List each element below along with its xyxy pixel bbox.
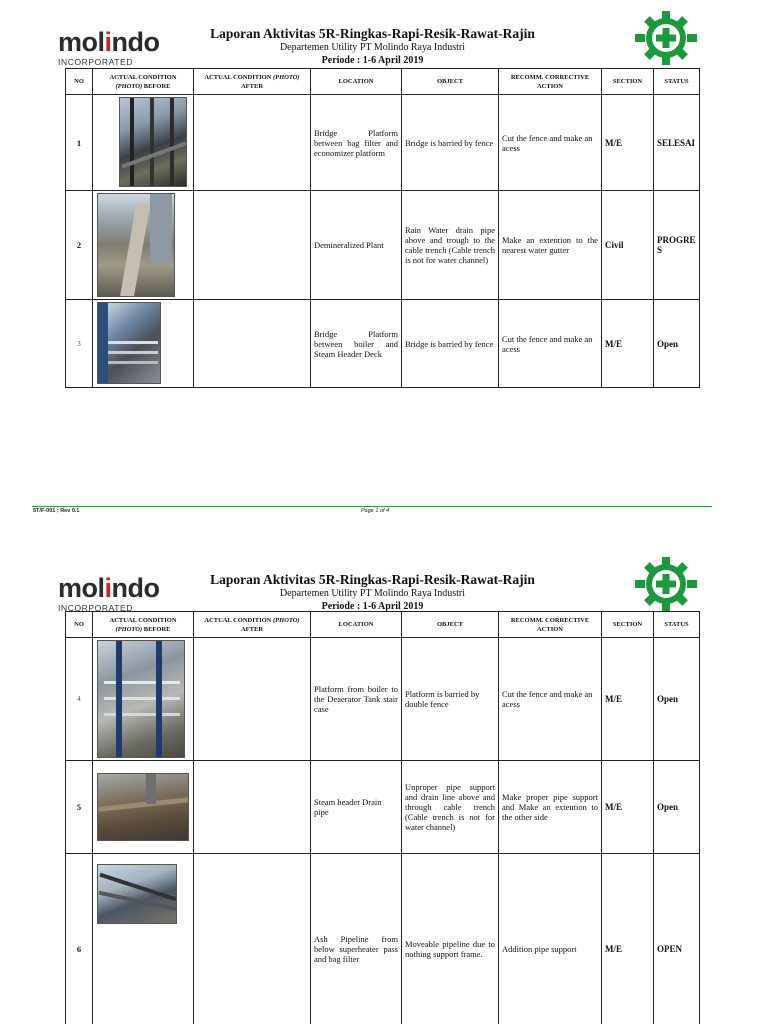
row-number: 4 bbox=[66, 638, 93, 761]
row-number: 1 bbox=[66, 95, 93, 191]
table-row bbox=[66, 854, 700, 1024]
col-header-location: LOCATION bbox=[311, 69, 402, 95]
after-photo-cell bbox=[194, 638, 311, 761]
col-header-after: ACTUAL CONDITION (PHOTO) AFTER bbox=[194, 69, 311, 95]
before-photo bbox=[97, 864, 177, 924]
row-number: 3 bbox=[66, 300, 93, 388]
logo-wordmark: molindo bbox=[58, 573, 160, 603]
object-cell: Moveable pipeline due to nothing support frame. bbox=[402, 854, 499, 1024]
report-department: Departemen Utility PT Molindo Raya Industri bbox=[279, 588, 466, 599]
action-cell: Addition pipe support bbox=[499, 854, 602, 1024]
gear-cross-icon bbox=[632, 10, 700, 66]
footer-page-number: Page 1 of 4 bbox=[361, 508, 390, 514]
section-cell: M/E bbox=[602, 761, 654, 854]
after-photo-cell bbox=[194, 95, 311, 191]
status-cell: PROGRES bbox=[654, 191, 700, 300]
object-cell: Rain Water drain pipe above and trough to the cable trench (Cable trench is not for water channel) bbox=[402, 191, 499, 300]
col-header-section: SECTION bbox=[602, 69, 654, 95]
status-cell: Open bbox=[654, 761, 700, 854]
before-photo bbox=[97, 302, 161, 384]
status-cell: Open bbox=[654, 638, 700, 761]
gear-cross-icon bbox=[632, 556, 700, 612]
report-period: Periode : 1-6 April 2019 bbox=[321, 601, 424, 612]
location-cell: Bridge Platform between boiler and Steam Header Deck bbox=[311, 300, 402, 388]
table-header-row bbox=[66, 612, 700, 638]
report-department: Departemen Utility PT Molindo Raya Industri bbox=[279, 42, 466, 53]
footer-doc-code: 5T/F-001 ; Rev 0.1 bbox=[33, 508, 80, 514]
col-header-status: STATUS bbox=[654, 69, 700, 95]
object-cell: Bridge is barried by fence bbox=[402, 300, 499, 388]
row-number: 6 bbox=[66, 854, 93, 1024]
company-logo bbox=[58, 28, 168, 67]
row-number: 5 bbox=[66, 761, 93, 854]
col-header-object: OBJECT bbox=[402, 69, 499, 95]
before-photo bbox=[97, 640, 185, 758]
after-photo-cell bbox=[194, 854, 311, 1024]
before-photo-cell bbox=[93, 638, 194, 761]
section-cell: M/E bbox=[602, 854, 654, 1024]
action-cell: Cut the fence and make an acess bbox=[499, 95, 602, 191]
location-cell: Platform from boiler to the Deaerator Tank stair case bbox=[311, 638, 402, 761]
object-cell: Bridge is barried by fence bbox=[402, 95, 499, 191]
before-photo-cell bbox=[93, 300, 194, 388]
logo-subtitle: INCORPORATED bbox=[58, 57, 134, 67]
section-cell: M/E bbox=[602, 300, 654, 388]
after-photo-cell bbox=[194, 191, 311, 300]
status-cell: OPEN bbox=[654, 854, 700, 1024]
report-page-2 bbox=[0, 546, 768, 1024]
table-row bbox=[66, 761, 700, 854]
col-header-object: OBJECT bbox=[402, 612, 499, 638]
col-header-after: ACTUAL CONDITION (PHOTO) AFTER bbox=[194, 612, 311, 638]
before-photo bbox=[97, 193, 175, 297]
company-logo bbox=[58, 574, 168, 613]
report-title: Laporan Aktivitas 5R-Ringkas-Rapi-Resik-Rawat-Rajin bbox=[210, 26, 535, 41]
report-period: Periode : 1-6 April 2019 bbox=[321, 55, 424, 66]
location-cell: Bridge Platform between bag filter and economizer platform bbox=[311, 95, 402, 191]
status-cell: Open bbox=[654, 300, 700, 388]
location-cell: Ash Pipeline from below superheater pass and bag filter bbox=[311, 854, 402, 1024]
col-header-section: SECTION bbox=[602, 612, 654, 638]
col-header-status: STATUS bbox=[654, 612, 700, 638]
table-row bbox=[66, 95, 700, 191]
col-header-action: RECOMM. CORRECTIVE ACTION bbox=[499, 69, 602, 95]
location-cell: Steam header Drain pipe bbox=[311, 761, 402, 854]
section-cell: Civil bbox=[602, 191, 654, 300]
activity-table-page-1 bbox=[65, 68, 700, 388]
before-photo-cell bbox=[93, 761, 194, 854]
section-cell: M/E bbox=[602, 95, 654, 191]
action-cell: Make an extention to the nearest water gutter bbox=[499, 191, 602, 300]
before-photo-cell bbox=[93, 191, 194, 300]
object-cell: Unproper pipe support and drain line above and through cable trench (Cable trench is not for water channel) bbox=[402, 761, 499, 854]
table-header-row bbox=[66, 69, 700, 95]
before-photo-cell bbox=[93, 854, 194, 1024]
object-cell: Platform is barried by double fence bbox=[402, 638, 499, 761]
col-header-location: LOCATION bbox=[311, 612, 402, 638]
col-header-before: ACTUAL CONDITION (PHOTO) BEFORE bbox=[93, 69, 194, 95]
after-photo-cell bbox=[194, 761, 311, 854]
section-cell: M/E bbox=[602, 638, 654, 761]
action-cell: Cut the fence and make an acess bbox=[499, 300, 602, 388]
before-photo-cell bbox=[93, 95, 194, 191]
action-cell: Cut the fence and make an acess bbox=[499, 638, 602, 761]
col-header-before: ACTUAL CONDITION (PHOTO) BEFORE bbox=[93, 612, 194, 638]
action-cell: Make proper pipe support and Make an extention to the other side bbox=[499, 761, 602, 854]
location-cell: Demineralized Plant bbox=[311, 191, 402, 300]
before-photo bbox=[119, 97, 187, 187]
after-photo-cell bbox=[194, 300, 311, 388]
table-row bbox=[66, 300, 700, 388]
table-row bbox=[66, 191, 700, 300]
status-cell: SELESAI bbox=[654, 95, 700, 191]
col-header-no: NO bbox=[66, 612, 93, 638]
row-number: 2 bbox=[66, 191, 93, 300]
table-row bbox=[66, 638, 700, 761]
before-photo bbox=[97, 773, 189, 841]
report-title: Laporan Aktivitas 5R-Ringkas-Rapi-Resik-Rawat-Rajin bbox=[210, 572, 535, 587]
logo-wordmark: molindo bbox=[58, 27, 160, 57]
col-header-no: NO bbox=[66, 69, 93, 95]
logo-subtitle: INCORPORATED bbox=[58, 603, 134, 613]
footer-divider bbox=[32, 506, 712, 507]
col-header-action: RECOMM. CORRECTIVE ACTION bbox=[499, 612, 602, 638]
activity-table-page-2 bbox=[65, 611, 700, 1024]
